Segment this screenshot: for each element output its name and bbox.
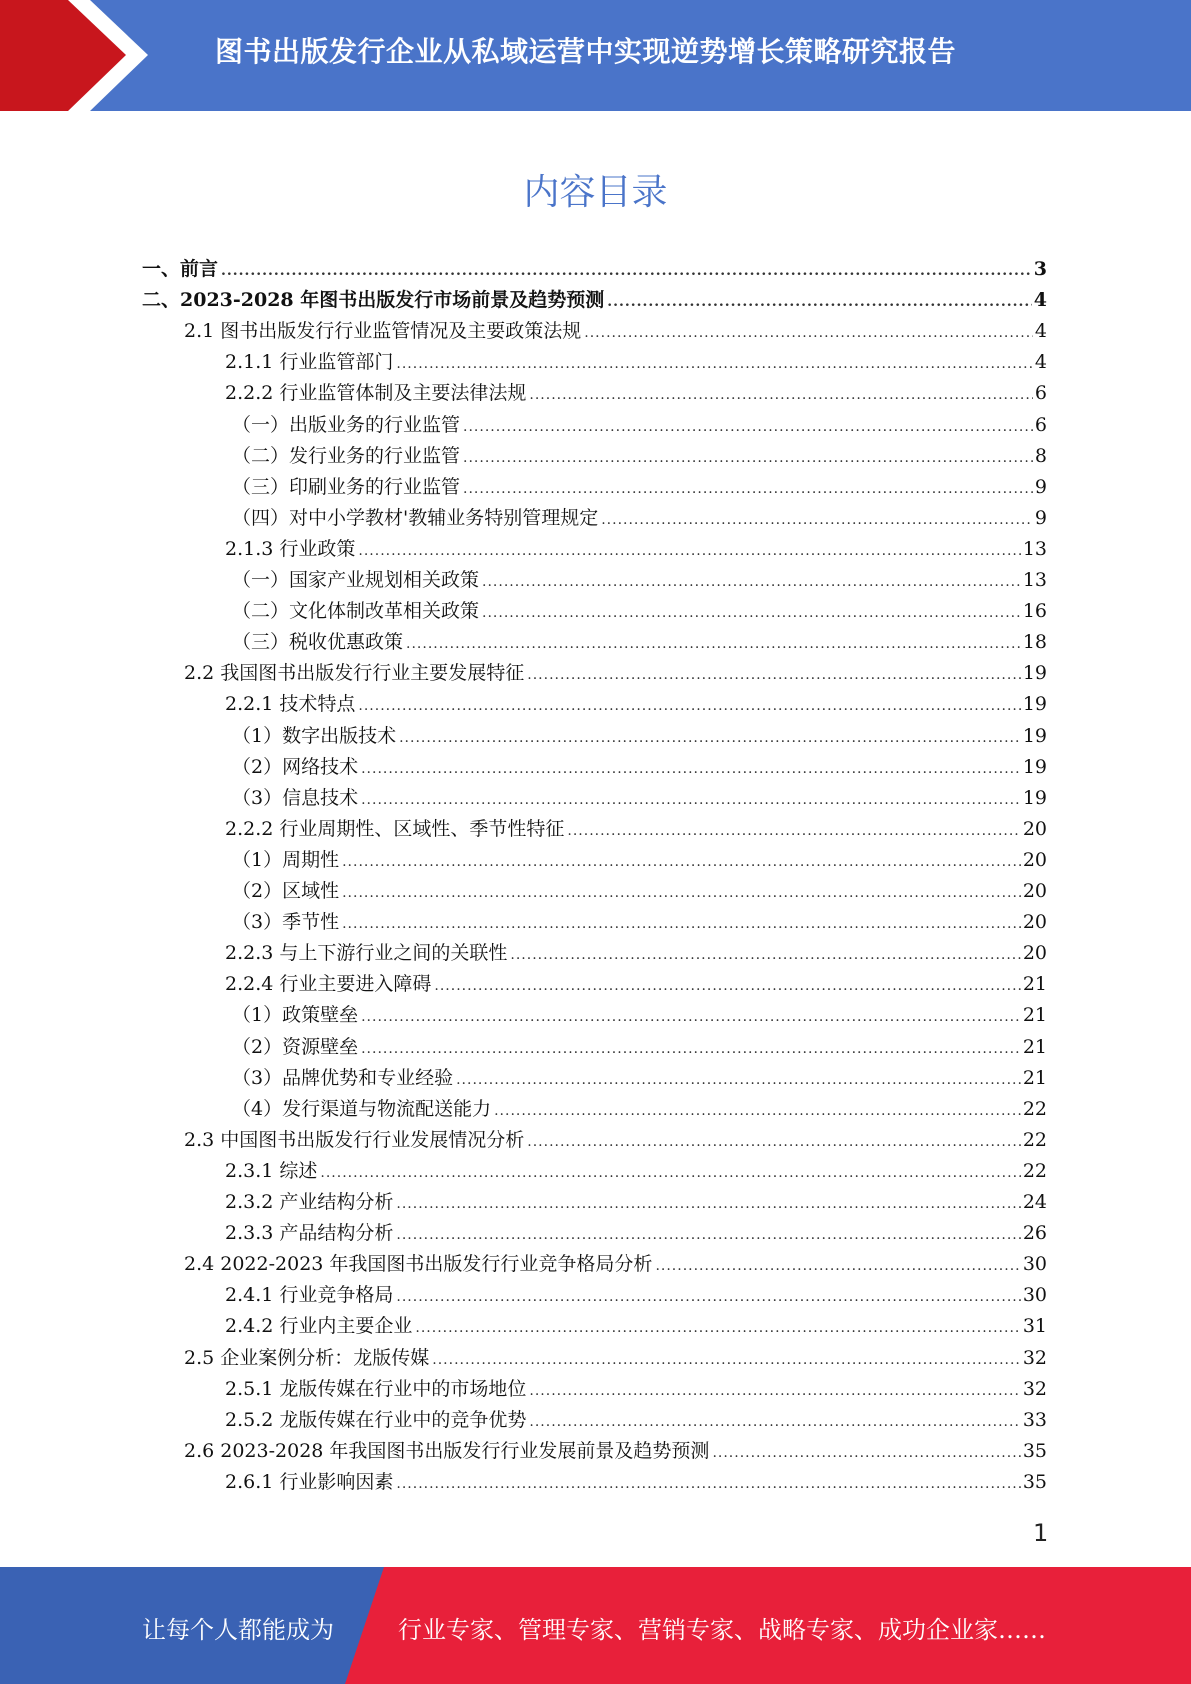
toc-entry-title: 2.1.1 行业监管部门 [225, 351, 394, 373]
toc-entry[interactable] [225, 689, 1047, 720]
toc-dot-leader [415, 1320, 1020, 1336]
toc-dot-leader [396, 356, 1033, 372]
toc-dot-leader [399, 730, 1021, 746]
toc-entry-title: 2.2.2 行业周期性、区域性、季节性特征 [225, 818, 565, 840]
toc-entry[interactable] [184, 316, 1047, 347]
toc-entry-title: 2.3.2 产业结构分析 [225, 1191, 394, 1213]
toc-entry-title: （1）周期性 [232, 849, 340, 871]
toc-entry[interactable] [232, 1032, 1047, 1063]
toc-dot-leader [358, 698, 1020, 714]
toc-entry-page: 19 [1022, 725, 1047, 747]
toc-entry-title: （一）国家产业规划相关政策 [232, 569, 480, 591]
toc-entry-page: 21 [1022, 1067, 1047, 1089]
toc-dot-leader [320, 1165, 1020, 1181]
toc-entry[interactable] [225, 1405, 1047, 1436]
toc-entry[interactable] [225, 378, 1047, 409]
toc-entry-title: 2.3 中国图书出版发行行业发展情况分析 [184, 1129, 525, 1151]
toc-entry-title: 2.2 我国图书出版发行行业主要发展特征 [184, 662, 525, 684]
toc-entry-page: 4 [1034, 351, 1047, 373]
footer-band [0, 1567, 1191, 1684]
toc-entry-page: 4 [1034, 320, 1047, 342]
toc-entry-page: 13 [1022, 538, 1047, 560]
toc-entry-title: （4）发行渠道与物流配送能力 [232, 1098, 492, 1120]
toc-entry-page: 22 [1022, 1160, 1047, 1182]
toc-dot-leader [463, 419, 1033, 435]
toc-entry[interactable] [232, 1094, 1047, 1125]
toc-entry-page: 19 [1022, 787, 1047, 809]
header-band [0, 0, 1191, 111]
toc-entry[interactable] [225, 347, 1047, 378]
toc-entry-page: 32 [1022, 1378, 1047, 1400]
toc-entry-title: 2.5 企业案例分析：龙版传媒 [184, 1347, 430, 1369]
toc-dot-leader [712, 1445, 1020, 1461]
toc-entry-page: 6 [1034, 382, 1047, 404]
toc-entry[interactable] [184, 658, 1047, 689]
toc-heading: 内容目录 [523, 172, 668, 213]
toc-entry[interactable] [225, 534, 1047, 565]
toc-entry[interactable] [225, 1187, 1047, 1218]
toc-entry-title: 2.3.1 综述 [225, 1160, 318, 1182]
toc-entry-page: 9 [1034, 507, 1047, 529]
toc-dot-leader [396, 1476, 1020, 1492]
toc-entry-page: 3 [1033, 258, 1047, 280]
toc-dot-leader [529, 1383, 1020, 1399]
toc-entry-page: 19 [1022, 693, 1047, 715]
toc-entry-title: （2）区域性 [232, 880, 340, 902]
toc-entry[interactable] [225, 814, 1047, 845]
toc-entry-page: 21 [1022, 1004, 1047, 1026]
toc-entry-title: （3）信息技术 [232, 787, 359, 809]
toc-dot-leader [529, 387, 1033, 403]
toc-entry[interactable] [232, 845, 1047, 876]
toc-entry-title: 2.2.2 行业监管体制及主要法律法规 [225, 382, 527, 404]
toc-dot-leader [482, 574, 1021, 590]
toc-dot-leader [396, 1196, 1020, 1212]
toc-entry-page: 31 [1022, 1315, 1047, 1337]
toc-entry[interactable] [232, 1000, 1047, 1031]
toc-entry-title: （二）文化体制改革相关政策 [232, 600, 480, 622]
toc-entry[interactable] [232, 721, 1047, 752]
toc-entry-title: 一、前言 [142, 258, 219, 280]
toc-entry-page: 24 [1022, 1191, 1047, 1213]
toc-entry-title: 2.5.2 龙版传媒在行业中的竞争优势 [225, 1409, 527, 1431]
toc-entry[interactable] [232, 752, 1047, 783]
toc-entry-page: 35 [1022, 1471, 1047, 1493]
toc-entry-page: 35 [1022, 1440, 1047, 1462]
toc-entry[interactable] [225, 1280, 1047, 1311]
toc-entry-page: 30 [1022, 1253, 1047, 1275]
toc-dot-leader [434, 978, 1020, 994]
toc-entry-title: 2.2.4 行业主要进入障碍 [225, 973, 432, 995]
toc-entry-page: 19 [1022, 662, 1047, 684]
toc-entry[interactable] [232, 565, 1047, 596]
toc-entry[interactable] [184, 1343, 1047, 1374]
toc-dot-leader [396, 1289, 1020, 1305]
toc-entry-page: 21 [1022, 973, 1047, 995]
toc-entry-page: 16 [1022, 600, 1047, 622]
toc-dot-leader [456, 1072, 1021, 1088]
toc-entry-page: 30 [1022, 1284, 1047, 1306]
toc-dot-leader [432, 1352, 1021, 1368]
toc-entry-title: 2.6.1 行业影响因素 [225, 1471, 394, 1493]
toc-entry[interactable] [225, 938, 1047, 969]
toc-entry-page: 18 [1022, 631, 1047, 653]
toc-dot-leader [463, 481, 1033, 497]
toc-entry-page: 4 [1033, 289, 1047, 311]
toc-entry-page: 6 [1034, 414, 1047, 436]
footer-slogan-right: 行业专家、管理专家、营销专家、战略专家、成功企业家…… [398, 1616, 1046, 1644]
toc-entry[interactable] [184, 1125, 1047, 1156]
toc-entry-title: （三）印刷业务的行业监管 [232, 476, 461, 498]
toc-entry-title: 2.4 2022-2023 年我国图书出版发行行业竞争格局分析 [184, 1253, 653, 1275]
toc-dot-leader [510, 947, 1020, 963]
toc-entry-page: 20 [1022, 911, 1047, 933]
toc-entry-title: （四）对中小学教材'教辅业务特别管理规定 [232, 507, 599, 529]
toc-entry-title: （1）数字出版技术 [232, 725, 397, 747]
toc-entry[interactable] [232, 472, 1047, 503]
toc-entry-page: 8 [1034, 445, 1047, 467]
toc-entry[interactable] [232, 907, 1047, 938]
toc-entry-page: 19 [1022, 756, 1047, 778]
toc-entry[interactable] [225, 1156, 1047, 1187]
toc-entry-title: 二、2023-2028 年图书出版发行市场前景及趋势预测 [142, 289, 605, 311]
toc-dot-leader [527, 1134, 1021, 1150]
toc-dot-leader [361, 1009, 1021, 1025]
toc-entry-title: （三）税收优惠政策 [232, 631, 404, 653]
toc-entry-title: 2.2.3 与上下游行业之间的关联性 [225, 942, 508, 964]
toc-entry[interactable] [142, 254, 1047, 285]
toc-entry-title: （3）季节性 [232, 911, 340, 933]
toc-dot-leader [482, 605, 1021, 621]
toc-entry-title: 2.1.3 行业政策 [225, 538, 356, 560]
toc-dot-leader [527, 667, 1021, 683]
toc-entry-page: 20 [1022, 880, 1047, 902]
toc-dot-leader [655, 1258, 1020, 1274]
toc-entry[interactable] [232, 627, 1047, 658]
toc-entry[interactable] [232, 503, 1047, 534]
toc-dot-leader [601, 512, 1033, 528]
toc-entry[interactable] [232, 783, 1047, 814]
toc-entry[interactable] [184, 1249, 1047, 1280]
toc-entry-page: 21 [1022, 1036, 1047, 1058]
toc-entry[interactable] [225, 1374, 1047, 1405]
toc-entry-page: 26 [1022, 1222, 1047, 1244]
toc-entry-page: 20 [1022, 818, 1047, 840]
toc-entry-title: （2）资源壁垒 [232, 1036, 359, 1058]
footer-slogan-left: 让每个人都能成为 [142, 1616, 334, 1644]
toc-entry[interactable] [232, 410, 1047, 441]
toc-entry[interactable] [225, 1218, 1047, 1249]
toc-entry-title: 2.2.1 技术特点 [225, 693, 356, 715]
toc-dot-leader [342, 916, 1021, 932]
toc-entry-page: 9 [1034, 476, 1047, 498]
toc-dot-leader [342, 885, 1021, 901]
toc-entry-title: 2.3.3 产品结构分析 [225, 1222, 394, 1244]
toc-dot-leader [361, 792, 1021, 808]
toc-dot-leader [584, 325, 1033, 341]
report-title: 图书出版发行企业从私域运营中实现逆势增长策略研究报告 [215, 35, 957, 68]
toc-entry[interactable] [232, 1063, 1047, 1094]
toc-dot-leader [567, 823, 1020, 839]
toc-entry[interactable] [225, 1467, 1047, 1498]
toc-dot-leader [396, 1227, 1020, 1243]
toc-entry[interactable] [142, 285, 1047, 316]
toc-dot-leader [463, 450, 1033, 466]
toc-entry-title: （二）发行业务的行业监管 [232, 445, 461, 467]
toc-entry-title: （一）出版业务的行业监管 [232, 414, 461, 436]
toc-entry[interactable] [225, 969, 1047, 1000]
toc-entry-title: （3）品牌优势和专业经验 [232, 1067, 454, 1089]
toc-entry-page: 20 [1022, 849, 1047, 871]
toc-entry-title: （1）政策壁垒 [232, 1004, 359, 1026]
toc-dot-leader [358, 543, 1020, 559]
toc-dot-leader [494, 1103, 1021, 1119]
toc-entry-title: 2.5.1 龙版传媒在行业中的市场地位 [225, 1378, 527, 1400]
toc-dot-leader [529, 1414, 1020, 1430]
toc-entry[interactable] [225, 1311, 1047, 1342]
toc-entry-title: 2.6 2023-2028 年我国图书出版发行行业发展前景及趋势预测 [184, 1440, 710, 1462]
toc-entry[interactable] [184, 1436, 1047, 1467]
page-number: 1 [1033, 1519, 1049, 1547]
toc-entry-page: 13 [1022, 569, 1047, 591]
toc-entry-title: 2.1 图书出版发行行业监管情况及主要政策法规 [184, 320, 582, 342]
toc-entry-title: 2.4.2 行业内主要企业 [225, 1315, 413, 1337]
toc-entry[interactable] [232, 441, 1047, 472]
toc-dot-leader [221, 263, 1032, 279]
toc-entry-page: 32 [1022, 1347, 1047, 1369]
toc-dot-leader [406, 636, 1021, 652]
toc-entry-title: （2）网络技术 [232, 756, 359, 778]
toc-dot-leader [342, 854, 1021, 870]
toc-entry-page: 20 [1022, 942, 1047, 964]
toc-entry[interactable] [232, 596, 1047, 627]
toc-dot-leader [361, 1041, 1021, 1057]
toc-entry-page: 22 [1022, 1129, 1047, 1151]
toc-entry-page: 22 [1022, 1098, 1047, 1120]
toc-entry[interactable] [232, 876, 1047, 907]
toc-dot-leader [607, 294, 1032, 310]
toc-entry-title: 2.4.1 行业竞争格局 [225, 1284, 394, 1306]
toc-entry-page: 33 [1022, 1409, 1047, 1431]
toc-dot-leader [361, 761, 1021, 777]
